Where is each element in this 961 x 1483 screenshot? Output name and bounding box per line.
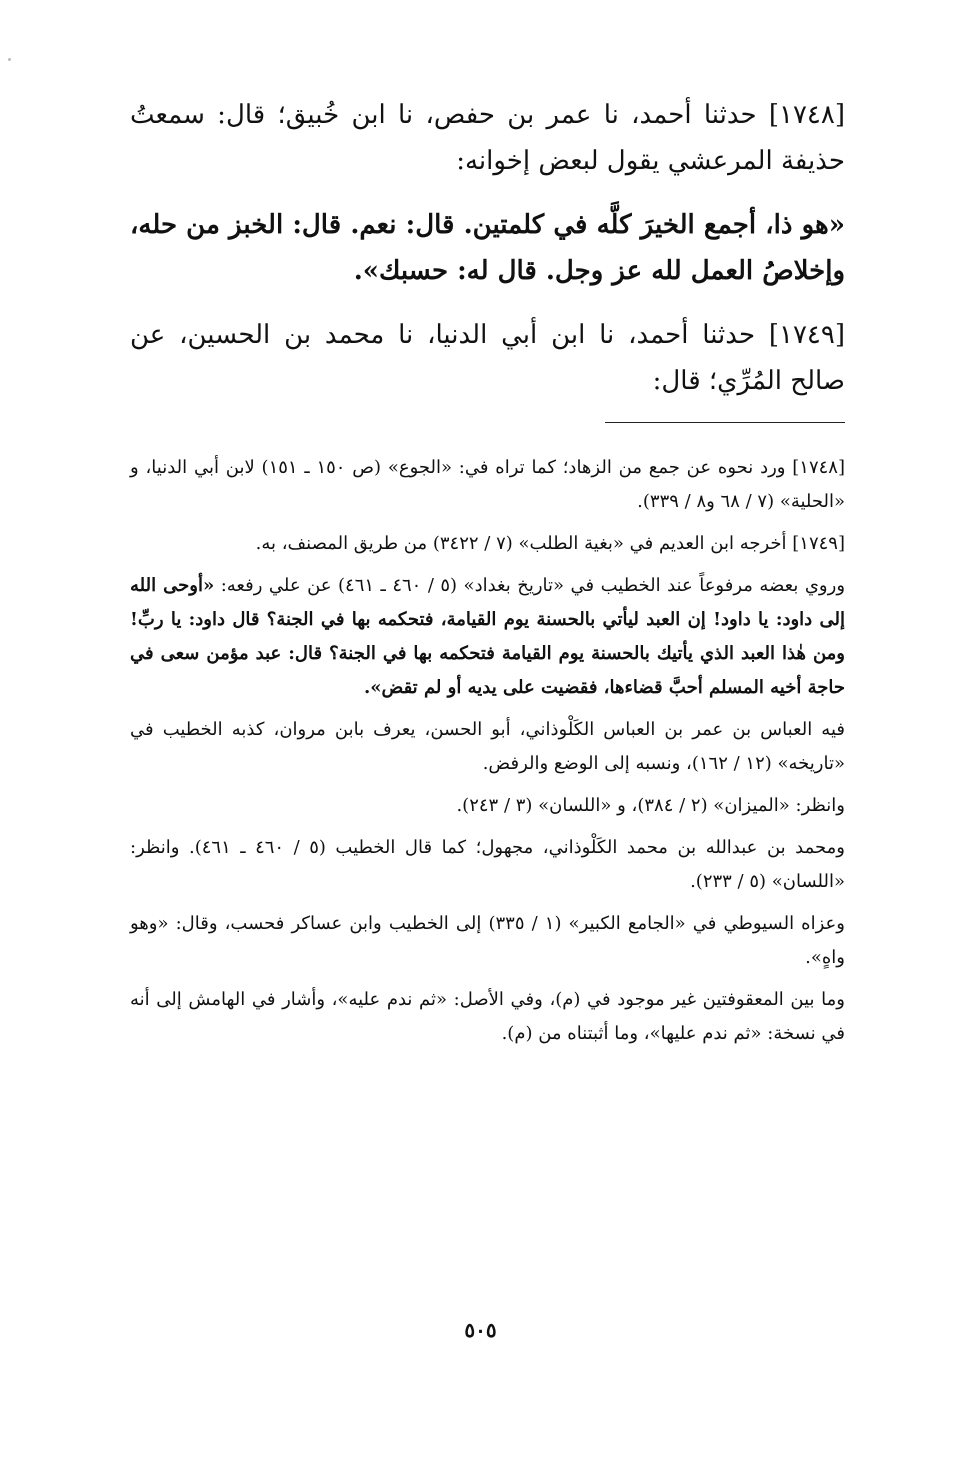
footnote-marfu-intro: وروي بعضه مرفوعاً عند الخطيب في «تاريخ بغداد» (٥ / ٤٦٠ ـ ٤٦١) عن علي رفعه:: [214, 575, 846, 596]
quote-1748: «هو ذا، أجمع الخيرَ كلَّه في كلمتين. قال: نعم. قال: الخبز من حله، وإخلاصُ العمل لله عز وجل. قال له: حسبك».: [130, 210, 845, 286]
footnote-brackets: وما بين المعقوفتين غير موجود في (م)، وفي الأصل: «ثم ندم عليه»، وأشار في الهامش إلى أنه في نسخة: «ثم ندم عليها»، وما أثبتناه من (م).: [130, 989, 845, 1044]
footnote-hadith-text: «أوحى الله إلى داود: يا داود! إن العبد ليأتي بالحسنة يوم القيامة، فتحكمه بها في الجنة؟ قال داود: يا ربِّ! ومن هٰذا العبد الذي يأتيك بالحسنة يوم القيامة فتحكمه بها في الجنة؟ قال: عبد مؤمن سعى في حاجة أخيه المسلم أحبَّ قضاءها، فقضيت على يديه أو لم تقض».: [130, 575, 845, 698]
page-number: ٥٠٥: [464, 1318, 497, 1342]
narration-1749: [١٧٤٩] حدثنا أحمد، نا ابن أبي الدنيا، نا محمد بن الحسين، عن صالح المُرِّي؛ قال:: [130, 320, 845, 396]
footnote-1748: [١٧٤٨] ورد نحوه عن جمع من الزهاد؛ كما تراه في: «الجوع» (ص ١٥٠ ـ ١٥١) لابن أبي الدنيا، و «الحلية» (٧ / ٦٨ و٨ / ٣٣٩).: [130, 457, 845, 512]
footnote-see-also: وانظر: «الميزان» (٢ / ٣٨٤)، و «اللسان» (٣ / ٢٤٣).: [456, 795, 845, 816]
footnote-separator: [605, 422, 845, 423]
footnotes: [130, 451, 845, 1051]
main-text: [130, 92, 845, 404]
footnote-1749: [١٧٤٩] أخرجه ابن العديم في «بغية الطلب» (٧ / ٣٤٢٢) من طريق المصنف، به.: [255, 533, 845, 554]
footnote-kalwadhani: ومحمد بن عبدالله بن محمد الكَلْوذاني، مجهول؛ كما قال الخطيب (٥ / ٤٦٠ ـ ٤٦١). وانظر: «اللسان» (٥ / ٢٣٣).: [130, 837, 845, 892]
footnote-abbas: فيه العباس بن عمر بن العباس الكَلْوذاني، أبو الحسن، يعرف بابن مروان، كذبه الخطيب في «تاريخه» (١٢ / ١٦٢)، ونسبه إلى الوضع والرفض.: [130, 719, 845, 774]
scan-speck: [8, 58, 11, 61]
footnote-marfu: [130, 569, 845, 705]
narration-1748: [١٧٤٨] حدثنا أحمد، نا عمر بن حفص، نا ابن خُبيق؛ قال: سمعتُ حذيفة المرعشي يقول لبعض إخوانه:: [130, 100, 846, 176]
book-page: [130, 92, 845, 1059]
footnote-suyuti: وعزاه السيوطي في «الجامع الكبير» (١ / ٣٣٥) إلى الخطيب وابن عساكر فحسب، وقال: «وهو واهٍ».: [130, 913, 845, 968]
